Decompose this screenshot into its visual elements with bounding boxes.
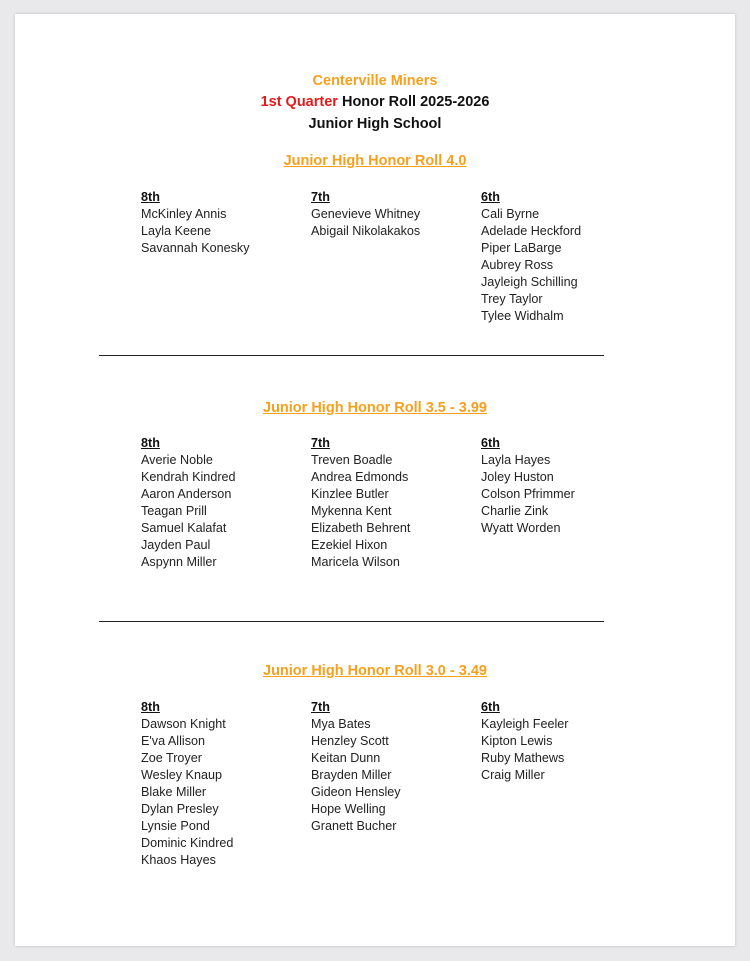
section-divider <box>99 621 604 622</box>
grade-column <box>311 435 410 571</box>
student-name: Layla Hayes <box>481 453 551 467</box>
student-name: Keitan Dunn <box>311 751 381 765</box>
student-name: Cali Byrne <box>481 207 540 221</box>
student-name: Kipton Lewis <box>481 734 553 748</box>
student-name: Wesley Knaup <box>141 768 222 782</box>
student-name: Dylan Presley <box>141 802 219 816</box>
grade-heading: 7th <box>311 190 330 204</box>
grade-column <box>141 189 250 257</box>
student-name: Wyatt Worden <box>481 521 561 535</box>
student-name: Khaos Hayes <box>141 853 216 867</box>
student-name: Blake Miller <box>141 785 207 799</box>
student-name: Maricela Wilson <box>311 555 400 569</box>
quarter-label: 1st Quarter <box>260 94 338 110</box>
student-name: Granett Bucher <box>311 819 397 833</box>
student-name: Jayleigh Schilling <box>481 275 578 289</box>
grade-column <box>311 189 420 240</box>
student-name: Aubrey Ross <box>481 258 554 272</box>
student-name: Layla Keene <box>141 224 212 238</box>
grade-heading: 7th <box>311 700 330 714</box>
student-name: Joley Huston <box>481 470 554 484</box>
grade-heading: 8th <box>141 190 160 204</box>
student-name: Kayleigh Feeler <box>481 717 569 731</box>
school-level: Junior High School <box>308 116 442 132</box>
grade-column <box>141 435 236 571</box>
student-name: Mykenna Kent <box>311 504 392 518</box>
school-name: Centerville Miners <box>312 73 438 89</box>
section-title: Junior High Honor Roll 3.5 - 3.99 <box>263 400 487 416</box>
student-name: Lynsie Pond <box>141 819 210 833</box>
student-name: Abigail Nikolakakos <box>311 224 421 238</box>
student-name: Charlie Zink <box>481 504 549 518</box>
grade-column <box>481 189 581 325</box>
student-name: Kinzlee Butler <box>311 487 389 501</box>
student-name: McKinley Annis <box>141 207 227 221</box>
report-title-rest: Honor Roll 2025-2026 <box>337 94 490 110</box>
student-name: Jayden Paul <box>141 538 211 552</box>
student-name: Colson Pfrimmer <box>481 487 575 501</box>
student-name: Hope Welling <box>311 802 386 816</box>
grade-heading: 6th <box>481 700 500 714</box>
grade-column <box>481 699 569 784</box>
student-name: Kendrah Kindred <box>141 470 236 484</box>
student-name: Andrea Edmonds <box>311 470 409 484</box>
student-name: Gideon Hensley <box>311 785 401 799</box>
grade-heading: 8th <box>141 436 160 450</box>
student-name: Adelade Heckford <box>481 224 582 238</box>
grade-heading: 6th <box>481 436 500 450</box>
student-name: E'va Allison <box>141 734 206 748</box>
section-title: Junior High Honor Roll 3.0 - 3.49 <box>263 663 487 679</box>
student-name: Piper LaBarge <box>481 241 562 255</box>
student-name: Samuel Kalafat <box>141 521 227 535</box>
student-name: Elizabeth Behrent <box>311 521 411 535</box>
student-name: Dominic Kindred <box>141 836 234 850</box>
grade-heading: 7th <box>311 436 330 450</box>
student-name: Aspynn Miller <box>141 555 217 569</box>
grade-heading: 8th <box>141 700 160 714</box>
student-name: Trey Taylor <box>481 292 543 306</box>
section-title: Junior High Honor Roll 4.0 <box>283 153 467 169</box>
section-divider <box>99 355 604 356</box>
student-name: Averie Noble <box>141 453 213 467</box>
student-name: Treven Boadle <box>311 453 393 467</box>
report-title <box>0 94 750 110</box>
grade-column <box>481 435 575 537</box>
student-name: Dawson Knight <box>141 717 226 731</box>
student-name: Ezekiel Hixon <box>311 538 388 552</box>
student-name: Genevieve Whitney <box>311 207 421 221</box>
grade-heading: 6th <box>481 190 500 204</box>
grade-column <box>311 699 401 835</box>
grade-column <box>141 699 233 869</box>
student-name: Ruby Mathews <box>481 751 565 765</box>
student-name: Tylee Widhalm <box>481 309 564 323</box>
student-name: Zoe Troyer <box>141 751 202 765</box>
student-name: Henzley Scott <box>311 734 389 748</box>
student-name: Savannah Konesky <box>141 241 250 255</box>
student-name: Craig Miller <box>481 768 545 782</box>
student-name: Teagan Prill <box>141 504 207 518</box>
student-name: Mya Bates <box>311 717 371 731</box>
student-name: Aaron Anderson <box>141 487 232 501</box>
student-name: Brayden Miller <box>311 768 392 782</box>
